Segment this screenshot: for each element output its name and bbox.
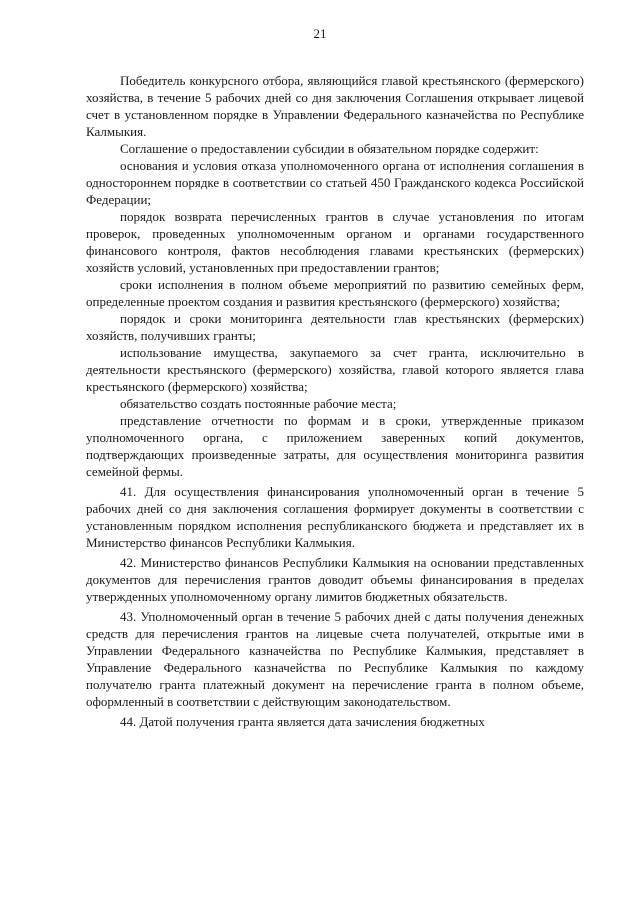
paragraph-refusal-grounds: основания и условия отказа уполномоченного органа от исполнения соглашения в одностороннем порядке в соответствии со статьей 450 Гражданского кодекса Российской Федерации; [86,158,584,207]
paragraph-property-use: использование имущества, закупаемого за счет гранта, исключительно в деятельности крестьянского (фермерского) хозяйства, главой которого является глава крестьянского (фермерского) хозяйства; [86,345,584,394]
paragraph-reporting: представление отчетности по формам и в сроки, утвержденные приказом уполномоченного органа, с приложением заверенных копий документов, подтверждающих произведенные затраты, для осуществления мониторинга развития семейной фермы. [86,413,584,479]
paragraph-item-42: 42. Министерство финансов Республики Калмыкия на основании представленных документов для перечисления грантов доводит объемы финансирования в пределах утвержденных уполномоченному органу лимитов бюджетных обязательств. [86,555,584,604]
paragraph-execution-terms: сроки исполнения в полном объеме мероприятий по развитию семейных ферм, определенные проектом создания и развития крестьянского (фермерского) хозяйства; [86,277,584,309]
paragraph-grant-return: порядок возврата перечисленных грантов в случае установления по итогам проверок, проведенных уполномоченным органом и органами государственного финансового контроля, фактов несоблюдения главами крестьянских (фермерских) хозяйств условий, установленных при предоставлении грантов; [86,209,584,275]
page-number: 21 [313,26,327,41]
paragraph-item-41: 41. Для осуществления финансирования уполномоченный орган в течение 5 рабочих дней со дня заключения соглашения формирует документы в соответствии с установленным порядком исполнения республиканского бюджета и представляет их в Министерство финансов Республики Калмыкия. [86,484,584,550]
document-body [86,72,584,730]
paragraph-jobs-obligation: обязательство создать постоянные рабочие места; [120,396,397,411]
paragraph-grant-winner-account: Победитель конкурсного отбора, являющийся главой крестьянского (фермерского) хозяйства, в течение 5 рабочих дней со дня заключения Соглашения открывает лицевой счет в установленном порядке в Управлении Федерального казначейства по Республике Калмыкия. [86,73,584,139]
paragraph-agreement-contains: Соглашение о предоставлении субсидии в обязательном порядке содержит: [120,141,539,156]
paragraph-item-43: 43. Уполномоченный орган в течение 5 рабочих дней с даты получения денежных средств для перечисления грантов на лицевые счета получателей, открытые ими в Управлении Федерального казначейства по Республике Калмыкия, представляет в Управление Федерального казначейства по Республике Калмыкия по каждому получателю гранта платежный документ на перечисление гранта в полном объеме, оформленный в соответствии с действующим законодательством. [86,609,584,709]
paragraph-monitoring: порядок и сроки мониторинга деятельности глав крестьянских (фермерских) хозяйств, получивших гранты; [86,311,584,343]
paragraph-item-44: 44. Датой получения гранта является дата зачисления бюджетных [120,714,485,729]
